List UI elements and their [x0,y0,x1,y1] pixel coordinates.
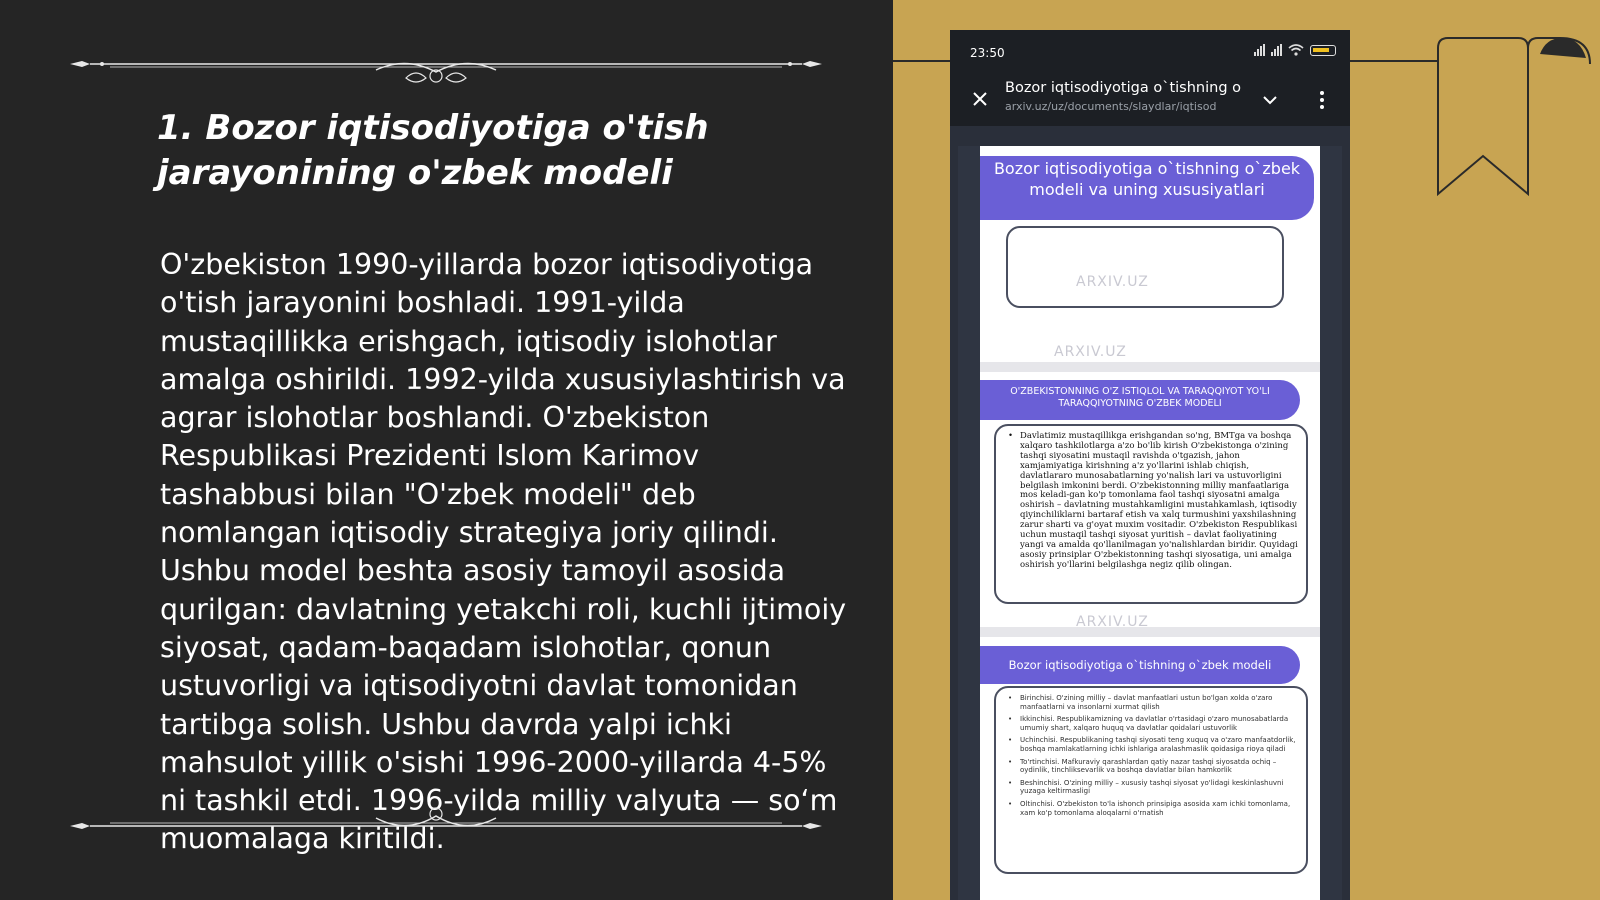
list-item: • Beshinchisi. O'zining milliy – xususiy tashqi siyosat yo'lidagi keskinlashuvni yuzaga keltirmasligi [1008,779,1298,796]
doc-slide-2 [980,372,1320,627]
page-title: Bozor iqtisodiyotiga o`tishning o [1005,80,1242,96]
divider-line [1349,60,1439,62]
watermark: ARXIV.UZ [1076,274,1149,290]
list-item: • Oltinchisi. O'zbekiston to'la ishonch prinsipiga asosida xam ichki tomonlama, xam ko'p tomonlama aloqalarni o'rnatish [1008,800,1298,817]
ornament-top-icon [70,48,822,88]
slide-separator [980,362,1320,372]
slide-title-line2: jarayonining o'zbek modeli [157,153,673,193]
chevron-down-icon[interactable] [1258,88,1282,112]
slide-title [157,106,857,196]
system-icons [1254,44,1336,56]
status-bar [950,30,1350,74]
viewer-margin-right [1320,146,1342,900]
slide2-title: O'ZBEKISTONNING O'Z ISTIQLOL VA TARAQQIYOT YO'LI TARAQQIYOTNING O'ZBEK MODELI [980,380,1300,420]
signal-icon [1271,44,1282,56]
list-item: • Birinchisi. O'zining milliy – davlat manfaatlari ustun bo'lgan xolda o'zaro manfaatlarni va insonlarni xurmat qilish [1008,694,1298,711]
viewer-margin-left [958,146,980,900]
doc-slide-1 [980,146,1320,362]
browser-app-bar [950,74,1350,126]
ornament-bottom-icon [70,800,822,840]
slide-body-text: O'zbekiston 1990-yillarda bozor iqtisodiyotiga o'tish jarayonini boshladi. 1991-yilda mustaqillikka erishgach, iqtisodiy islohotlar amalga oshirildi. 1992-yilda xususiylashtirish va agrar islohotlar boshlandi. O'zbekiston Respublikasi Prezidenti Islom Karimov tashabbusi bilan "O'zbek modeli" deb nomlangan iqtisodiy strategiya joriy qilindi. Ushbu model beshta asosiy tamoyil asosida qurilgan: davlatning yetakchi roli, kuchli ijtimoiy siyosat, qadam-baqadam islohotlar, qonun ustuvorligi va iqtisodiyotni davlat tomonidan tartibga solish. Ushbu davrda yalpi ichki mahsulot yillik o'sishi 1996-2000-yillarda 4-5% ni tashkil etdi. 1996-yilda milliy valyuta — so‘m muomalaga kiritildi. [160,248,847,856]
list-item: • Uchinchisi. Respublikaning tashqi siyosati teng xuquq va o'zaro manfaatdorlik, boshqa mamlakatlarning ichki ishlariga aralashmaslik qoidasiga rioya qiladi [1008,736,1298,753]
wifi-icon [1288,44,1304,56]
watermark: ARXIV.UZ [1054,344,1127,360]
phone-screenshot [950,30,1350,900]
list-item: • Ikkinchisi. Respublikamizning va davlatlar o'rtasidagi o'zaro munosabatlarda umumiy shart, xalqaro huquq va davlatlar qoidalari ustuvorlik [1008,715,1298,732]
list-item: • To'rtinchisi. Mafkuraviy qarashlardan qatiy nazar tashqi siyosatda ochiq – oydinlik, tinchliksevarlik va boshqa davlatlar bilan hamkorlik [1008,758,1298,775]
battery-icon [1310,45,1336,56]
slide1-frame [1006,226,1284,308]
more-vert-icon[interactable] [1312,88,1332,112]
slide3-frame [994,686,1308,874]
bookmark-icon [1430,34,1600,204]
document-viewer[interactable] [958,146,1342,900]
status-time: 23:50 [970,46,1005,60]
slide2-bullet: • Davlatimiz mustaqillikga erishgandan so'ng, BMTga va boshqa xalqaro tashkilotlarga a'zo bo'lib kirish O'zbekistonga o'zining tashqi siyosatini mustaqil ravishda o'tgazish, jahon xamjamiyatiga kirishning a'z yo'llarini ishlab chiqish, davlatlararo munosabatlarning yo'nalish lari va ustuvorligini belgilash imkonini berdi. O'zbekistonning milliy manfaatlariga mos keladi-gan ko'p tomonlama faol tashqi siyosatni amalga oshirish – davlatning mustahkamligini mustahkamlash, iqtisodiy qiyinchiliklarni bartaraf etish va xalq turmushini yaxshilashning zarur sharti va g'oyat muxim vositadir. O'zbekiston Respublikasi uchun mustaqil tashqi siyosat yuritish – davlat faoliyatining yangi va amalda qo'llanilmagan yo'nalishlardan biridir. Quyidagi asosiy prinsiplar O'zbekistonning tashqi siyosatiga, uni amalga oshirish yo'llarini belgilashga negiz qilib olingan. [1008,432,1298,571]
signal-icon [1254,44,1265,56]
watermark: ARXIV.UZ [1076,614,1149,627]
close-icon[interactable] [968,87,992,111]
page-url[interactable]: arxiv.uz/uz/documents/slaydlar/iqtisod [1005,100,1217,113]
slide2-frame [994,424,1308,604]
doc-slide-3 [980,638,1320,900]
slide-title-line1: 1. Bozor iqtisodiyotiga o'tish [157,108,709,148]
slide3-title: Bozor iqtisodiyotiga o`tishning o`zbek modeli [980,646,1300,684]
slide-separator [980,627,1320,637]
slide1-title: Bozor iqtisodiyotiga o`tishning o`zbek modeli va uning xususiyatlari [980,156,1314,220]
divider-line [893,60,953,62]
